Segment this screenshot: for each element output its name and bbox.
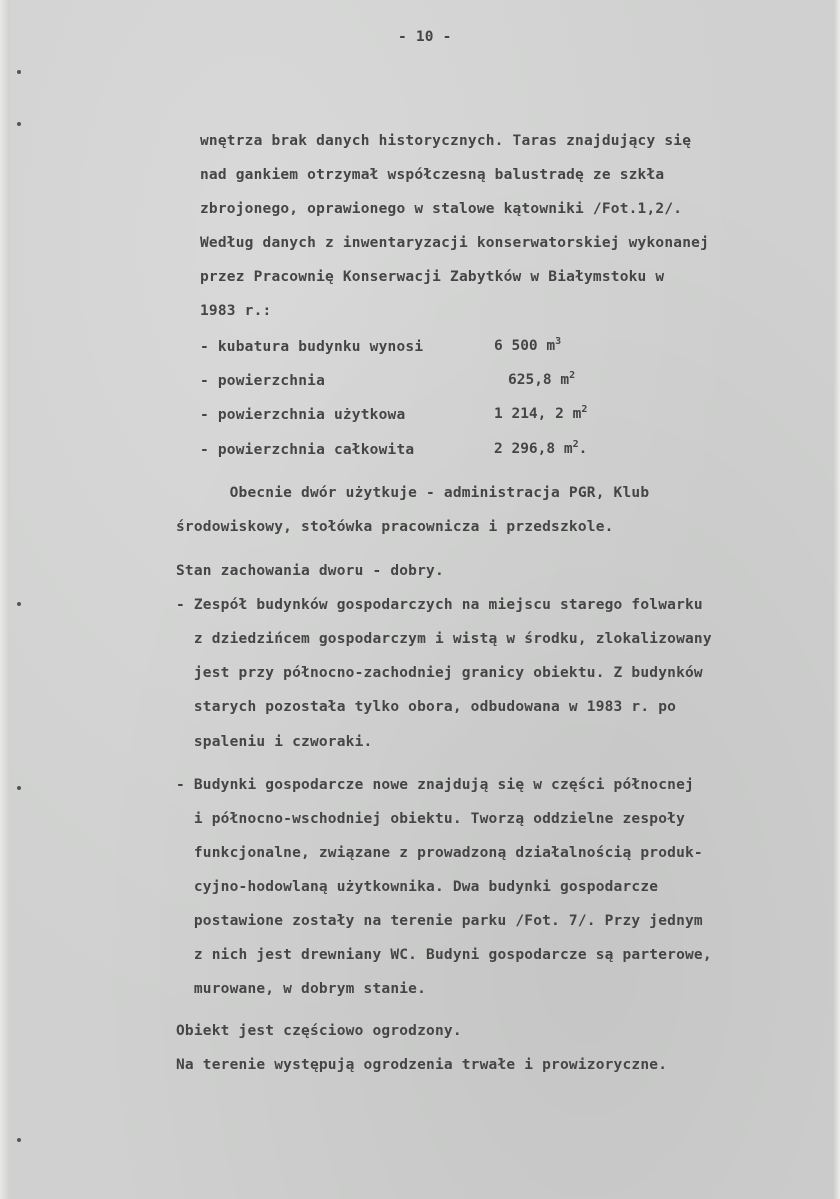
measurement-value: 1 214, 2 $m^2$ <box>494 404 588 422</box>
text-line: - Zespół budynków gospodarczych na miejscu starego folwarku <box>176 597 703 613</box>
measurement-value: 6 500 $m^3$ <box>494 336 562 354</box>
text-line: - Budynki gospodarcze nowe znajdują się w części północnej <box>176 777 694 793</box>
measurement-value: 625,8 $m^2$ <box>508 370 576 388</box>
binder-hole-mark <box>17 602 21 606</box>
text-line: zbrojonego, oprawionego w stalowe kątowniki /Fot.1,2/. <box>200 201 683 217</box>
measurement-label: - powierzchnia całkowita <box>200 442 415 458</box>
text-line: Według danych z inwentaryzacji konserwatorskiej wykonanej <box>200 235 709 251</box>
measurement-label: - powierzchnia użytkowa <box>200 407 406 423</box>
text-line: i północno-wschodniej obiektu. Tworzą oddzielne zespoły <box>176 811 685 827</box>
text-line: z nich jest drewniany WC. Budyni gospodarcze są parterowe, <box>176 947 712 963</box>
paper-edge-right <box>834 0 840 1199</box>
text-line: postawione zostały na terenie parku /Fot. 7/. Przy jednym <box>176 913 703 929</box>
text-line: jest przy północno-zachodniej granicy obiektu. Z budynków <box>176 665 703 681</box>
binder-hole-mark <box>17 70 21 74</box>
text-line: starych pozostała tylko obora, odbudowana w 1983 r. po <box>176 699 677 715</box>
page-number: - 10 - <box>398 29 452 45</box>
text-line: przez Pracownię Konserwacji Zabytków w Białymstoku w <box>200 269 665 285</box>
text-line: cyjno-hodowlaną użytkownika. Dwa budynki gospodarcze <box>176 879 659 895</box>
text-line: Stan zachowania dworu - dobry. <box>176 563 444 579</box>
measurement-label: - kubatura budynku wynosi <box>200 339 424 355</box>
text-line: spaleniu i czworaki. <box>176 734 373 750</box>
text-line: środowiskowy, stołówka pracownicza i przedszkole. <box>176 519 614 535</box>
text-line: nad gankiem otrzymał współczesną balustradę ze szkła <box>200 167 665 183</box>
measurement-value: 2 296,8 $m^2$. <box>494 439 588 457</box>
text-line: Obecnie dwór użytkuje - administracja PGR, Klub <box>176 485 650 501</box>
binder-hole-mark <box>17 1138 21 1142</box>
binder-hole-mark <box>17 786 21 790</box>
text-line: Na terenie występują ogrodzenia trwałe i prowizoryczne. <box>176 1057 668 1073</box>
text-line: z dziedzińcem gospodarczym i wistą w środku, zlokalizowany <box>176 631 712 647</box>
paper-edge-left <box>0 0 10 1199</box>
text-line: murowane, w dobrym stanie. <box>176 981 427 997</box>
text-line: funkcjonalne, związane z prowadzoną działalnością produk- <box>176 845 703 861</box>
text-line: 1983 r.: <box>200 303 272 319</box>
measurement-label: - powierzchnia <box>200 373 326 389</box>
binder-hole-mark <box>17 122 21 126</box>
text-line: wnętrza brak danych historycznych. Taras znajdujący się <box>200 133 692 149</box>
text-line: Obiekt jest częściowo ogrodzony. <box>176 1023 462 1039</box>
